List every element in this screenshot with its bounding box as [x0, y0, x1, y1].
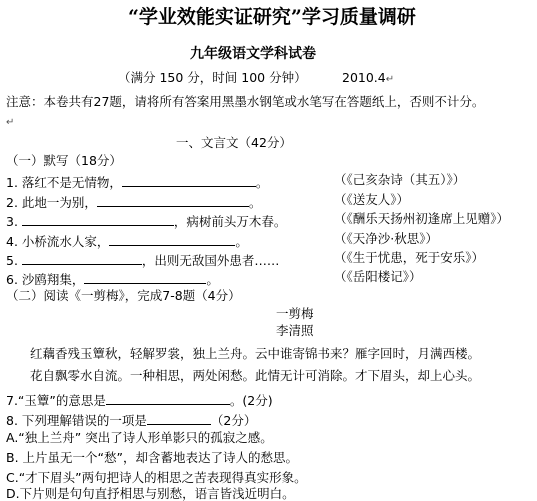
question-4 [6, 233, 248, 249]
source-4: （《天净沙·秋思》） [334, 231, 438, 246]
question-7 [6, 392, 273, 408]
question-5-end: ，出则无敌国外患者…… [141, 253, 280, 268]
exam-date: 2010.4↵ [342, 70, 395, 85]
poem-line-1: 红藕香残玉簟秋，轻解罗裳，独上兰舟。云中谁寄锦书来？雁字回时，月满西楼。 [30, 346, 481, 361]
question-1 [6, 174, 268, 190]
question-3-text: 3. [6, 214, 22, 229]
part1-heading: （一）默写（18分） [6, 153, 122, 168]
option-c: C.“才下眉头”两句把诗人的相思之苦表现得真实形象。 [6, 470, 307, 485]
poem-author: 李清照 [276, 323, 314, 338]
answer-blank-8 [147, 412, 211, 425]
question-2-end: 。 [248, 195, 262, 210]
answer-blank-7 [106, 392, 230, 405]
source-1: （《己亥杂诗（其五）》） [334, 172, 466, 187]
notice: 注意：本卷共有27题，请将所有答案用黑墨水钢笔或水笔写在答题纸上，否则不计分。 [6, 94, 485, 109]
question-5 [6, 252, 279, 268]
question-8-text: 8. 下列理解错误的一项是 [6, 413, 147, 428]
question-4-end: 。 [235, 234, 248, 249]
question-8-end: （2分） [210, 413, 257, 428]
source-5: （《生于忧患，死于安乐》） [334, 250, 485, 265]
question-7-end: 。(2分) [229, 393, 273, 408]
option-b: B. 上片虽无一个“愁”，却含蓄地表达了诗人的愁思。 [6, 450, 298, 465]
poem-line-2: 花自飘零水自流。一种相思，两处闲愁。此情无计可消除。才下眉头，却上心头。 [30, 368, 481, 383]
source-3: （《酬乐天扬州初逢席上见赠》） [334, 211, 510, 226]
question-6-text: 6. 沙鸥翔集， [6, 272, 85, 287]
return-mark: ↵ [6, 117, 15, 128]
answer-blank-5 [22, 252, 142, 265]
section-heading: 一、文言文（42分） [176, 135, 292, 150]
question-3 [6, 213, 286, 229]
question-1-end: 。 [255, 175, 269, 190]
option-d: D.下片则是句句直抒相思与别愁，语言皆浅近明白。 [6, 486, 295, 501]
source-6: （《岳阳楼记》） [334, 269, 422, 284]
answer-blank-3 [22, 213, 174, 226]
exam-date-text: 2010.4 [342, 70, 386, 85]
question-2-text: 2. 此地一为别， [6, 195, 97, 210]
question-8 [6, 412, 256, 428]
question-6-end: 。 [206, 272, 219, 287]
option-a: A.“独上兰舟” 突出了诗人形单影只的孤寂之感。 [6, 430, 273, 445]
question-7-text: 7.“玉簟”的意思是 [6, 393, 106, 408]
question-5-text: 5. [6, 253, 22, 268]
question-3-end: ，病树前头万木春。 [173, 214, 287, 229]
source-2: （《送友人》） [334, 192, 410, 207]
poem-title: 一剪梅 [276, 306, 314, 321]
question-1-text: 1. 落红不是无情物， [6, 175, 122, 190]
score-time: （满分 150 分，时间 100 分钟） [118, 70, 307, 85]
question-4-text: 4. 小桥流水人家， [6, 234, 110, 249]
answer-blank-2 [97, 194, 249, 207]
answer-blank-1 [122, 174, 256, 187]
document-title: “学业效能实证研究”学习质量调研 [128, 6, 416, 28]
question-2 [6, 194, 261, 210]
question-6 [6, 271, 219, 287]
part2-heading: （二）阅读《一剪梅》，完成7-8题（4分） [6, 288, 241, 303]
document-subtitle: 九年级语文学科试卷 [190, 46, 316, 62]
answer-blank-6 [84, 271, 206, 284]
answer-blank-4 [109, 233, 235, 246]
